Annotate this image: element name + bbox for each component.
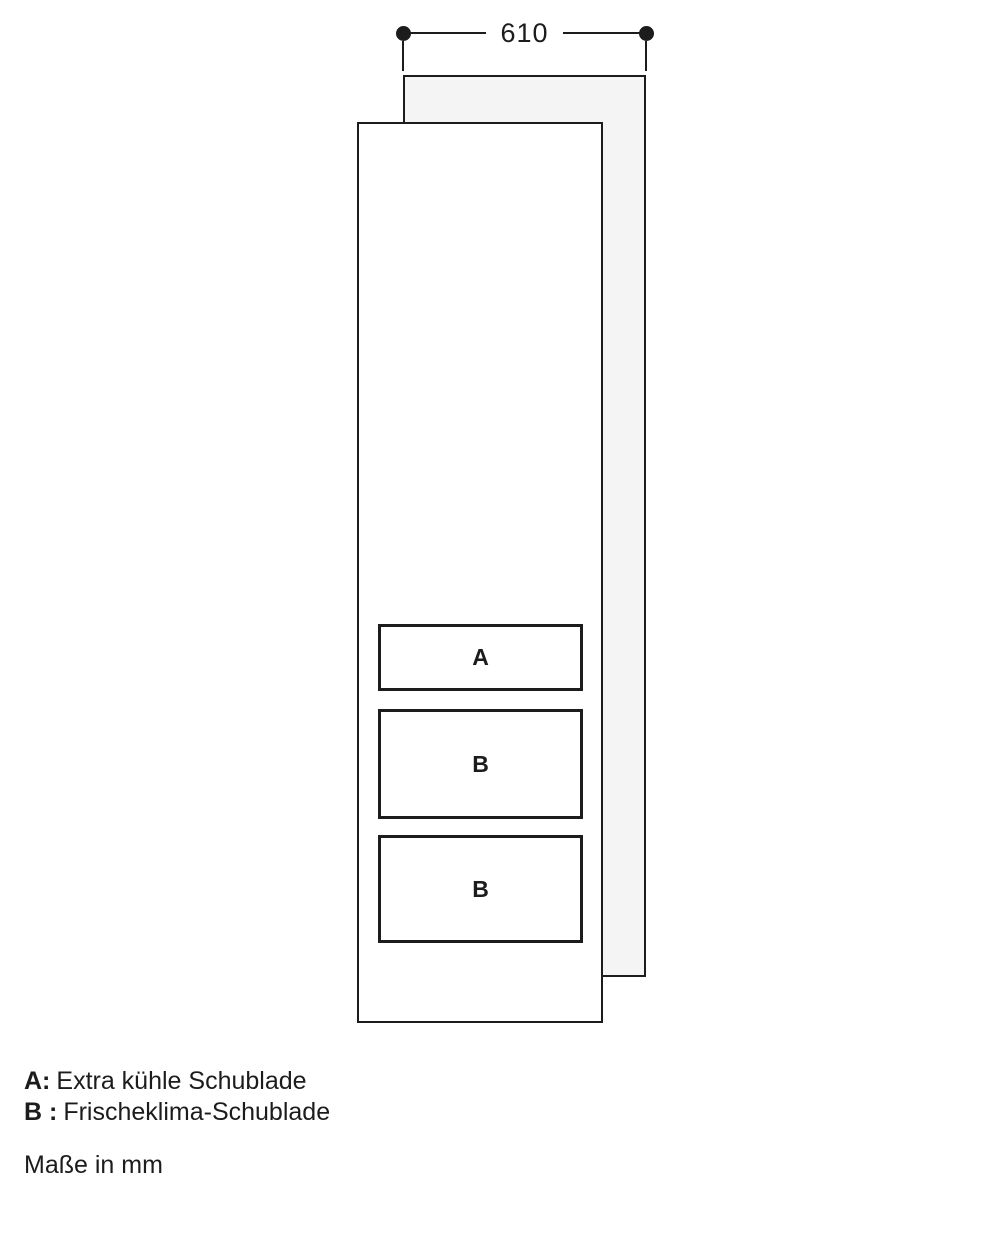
drawer-b-upper: [378, 709, 583, 819]
legend-item-b: [24, 1097, 330, 1128]
legend: [24, 1066, 330, 1128]
dimension-endpoint-dot-left: [396, 26, 411, 41]
dimension-label-wrap: [403, 17, 646, 49]
extension-line-left: [402, 41, 404, 71]
legend-key-a: A:: [24, 1067, 51, 1095]
dimension-endpoint-dot-right: [639, 26, 654, 41]
legend-key-b: B :: [24, 1098, 58, 1126]
dimension-width-label: 610: [486, 17, 562, 49]
drawer-b-lower-label: B: [472, 875, 489, 902]
legend-text-b: Frischeklima-Schublade: [63, 1098, 331, 1126]
drawer-b-upper-label: B: [472, 750, 489, 777]
legend-item-a: [24, 1066, 330, 1097]
units-note: Maße in mm: [24, 1151, 163, 1179]
drawer-a: [378, 624, 583, 691]
drawer-b-lower: [378, 835, 583, 943]
extension-line-right: [645, 41, 647, 71]
legend-text-a: Extra kühle Schublade: [56, 1067, 307, 1095]
drawer-a-label: A: [472, 644, 489, 670]
